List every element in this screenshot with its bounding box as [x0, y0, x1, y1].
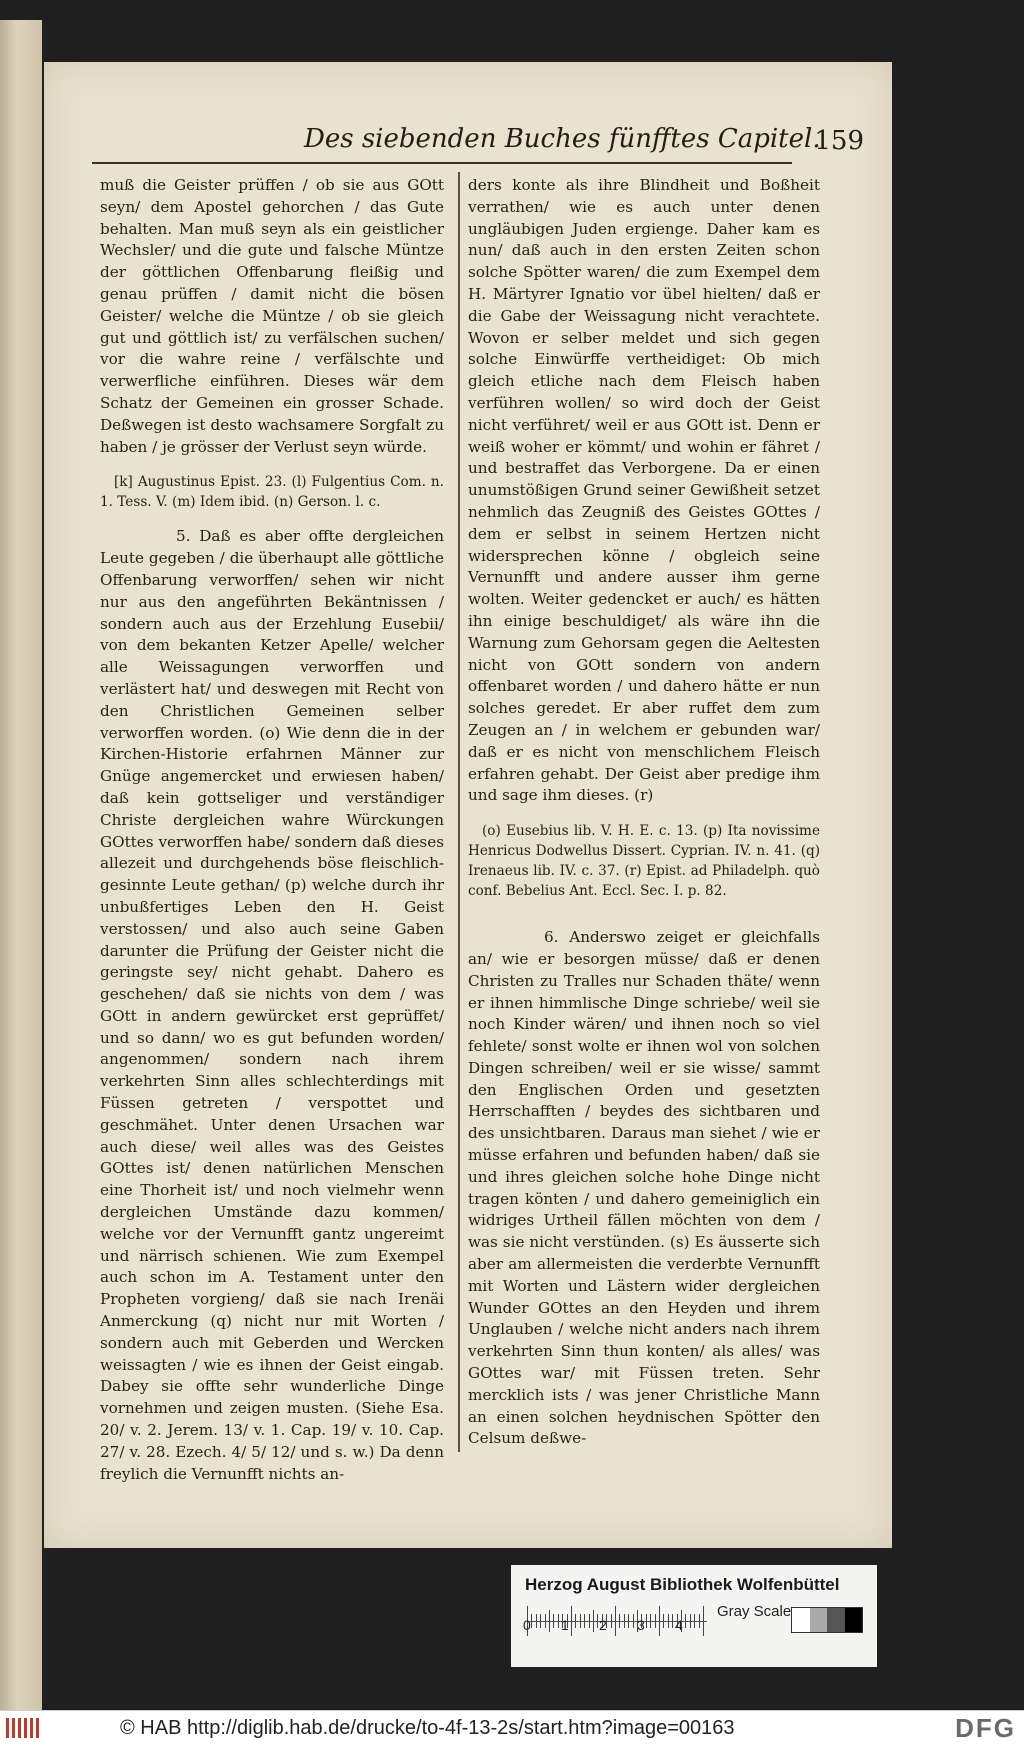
scale-number-3: 3 [637, 1617, 645, 1633]
ruler-tick [690, 1614, 691, 1628]
scale-number-4: 4 [675, 1617, 683, 1633]
scale-number-1: 1 [561, 1617, 569, 1633]
ruler-tick [531, 1614, 532, 1628]
right-footnotes: (o) Eusebius lib. V. H. E. c. 13. (p) Ita novissime Henricus Dodwellus Dissert. Cyprian. IV. n. 41. (q) Irenaeus lib. IV. c. 37. (r) Epist. ad Philadelph. quò conf. Bebelius Ant. Eccl. Sec. I. p. 82. [468, 823, 820, 900]
ruler-tick [694, 1614, 695, 1628]
ruler-tick [553, 1614, 554, 1628]
left-paragraph-2: 5. Daß es aber offte dergleichen Leute gegeben / die überhaupt alle göttliche Offenbarung verworffen/ sehen wir nicht nur aus den angeführten Bekäntnissen / sondern auch aus der Erzehlung Eusebii/ von dem bekanten Ketzer Apelle/ welcher alle Weissagungen verworffen und verlästert hat/ und deswegen mit Recht von den Christlichen Gemeinen selber verworffen worden. (o) Wie denn die in der Kirchen-Historie erfahrnen Männer zur Gnüge angemercket und erwiesen haben/ daß kein gottseliger und verständiger Christe dergleichen wahre Würckungen GOttes verworffen habe/ sondern daß dieses allezeit und durchgehends böse fleischlich-gesinnte Leute gethan/ (p) welche durch ihr unbußfertiges Leben den H. Geist verstossen/ und also auch seine Gaben darunter die Prüfung der Geister nicht die geringste sey/ nicht gehabt. Dahero es geschehen/ daß sie nichts von dem / was GOtt in andern gewürcket erst geprüffet/ und so dann/ wo es gut befunden worden/ angenommen/ sondern nach ihrem verkehrten Sinn alles schlechterdings mit Füssen getreten / verspottet und geschmähet. Unter denen Ursachen war auch diese/ weil alles was des Geistes GOttes ist/ denen natürlichen Menschen eine Thorheit ist/ und noch vielmehr wenn dergleichen Umstände dazu kommen/ welche vor der Vernunfft gantz ungereimt und närrisch schienen. Wie zum Exempel auch schon im A. Testament unter den Propheten vorgieng/ daß sie nach Irenäi Anmerckung (q) nicht nur mit Worten / sondern auch mit Geberden und Wercken weissagten / wie es ihnen der Geist eingab. Dabey sie offte sehr wunderliche Dinge vornehmen und zeigen musten. (Siehe Esa. 20/ v. 2. Jerem. 13/ v. 1. Cap. 19/ v. 10. Cap. 27/ v. 28. Ezech. 4/ 5/ 12/ und s. w.) Da denn freylich die Vernunfft nichts an- [100, 527, 444, 1483]
ruler-tick [615, 1606, 616, 1636]
ruler-tick [672, 1614, 673, 1628]
right-paragraph-1: ders konte als ihre Blindheit und Boßheit verrathen/ wie es auch unter denen ungläubigen Juden ergienge. Daher kam es nun/ daß auch in den ersten Zeiten schon solche Spötter waren/ die zum Exempel dem H. Märtyrer Ignatio vor übel hielten/ daß er die Gabe der Weissagung nicht verachtete. Wovon er selber meldet und sich gegen solche Einwürffe vertheidiget: Ob mich gleich etliche nach dem Fleisch haben verführen wollen/ so wird doch der Geist nicht verführet/ weil er aus GOtt ist. Denn er weiß woher er kömmt/ und wohin er fähret / und bestraffet das Verborgene. Da er einen unumstößigen Grund seiner Gewißheit setzet nehmlich das Zeugniß des Geistes GOttes / dem er selbst in seinem Hertzen nicht widersprechen könne / obgleich seine Vernunfft und andere ausser ihm gerne wolten. Weiter gedencket er auch/ es hätten ihn einige beschuldiget/ als wäre ihn die Warnung zum Gehorsam gegen die Aeltesten nicht von GOtt sondern von andern offenbaret worden / und dahero hätte er nun solches geredet. Er aber ruffet dem zum Zeugen an / in welchem er gebunden war/ daß er es nicht von menschlichem Fleisch erfahren gehabt. Der Geist aber predige ihm und sage ihm dieses. (r) [468, 176, 820, 805]
library-name: Herzog August Bibliothek Wolfenbüttel [525, 1575, 840, 1594]
left-footnotes: [k] Augustinus Epist. 23. (l) Fulgentius Com. n. 1. Tess. V. (m) Idem ibid. (n) Gerson. l. c. [100, 474, 444, 511]
ruler-tick [584, 1614, 585, 1628]
scale-number-2: 2 [599, 1617, 607, 1633]
footer-bar [0, 1710, 1024, 1745]
ruler-tick [633, 1614, 634, 1628]
ruler-tick [619, 1614, 620, 1628]
gray-swatch-white [792, 1608, 810, 1632]
ruler-tick [628, 1614, 629, 1628]
ruler-tick [549, 1610, 550, 1632]
ruler-tick [703, 1606, 704, 1636]
ruler-tick [624, 1614, 625, 1628]
ruler-tick [663, 1614, 664, 1628]
ruler-tick [536, 1614, 537, 1628]
library-color-target [511, 1565, 877, 1667]
left-column [100, 175, 444, 1485]
book-page [44, 62, 892, 1548]
column-divider [458, 172, 460, 1452]
page-number: 159 [814, 126, 864, 156]
gray-swatch-black [845, 1608, 863, 1632]
dfg-logo: DFG [955, 1713, 1016, 1743]
gray-swatch-light [810, 1608, 828, 1632]
ruler-tick [575, 1614, 576, 1628]
running-header [114, 122, 864, 176]
ruler-tick [593, 1610, 594, 1632]
ruler-tick [655, 1614, 656, 1628]
running-title: Des siebenden Buches fünfftes Capitel. [304, 124, 821, 154]
ruler-tick [685, 1614, 686, 1628]
ruler-tick [580, 1614, 581, 1628]
paragraph-gap [468, 915, 820, 927]
ruler-tick [646, 1614, 647, 1628]
grayscale-bar [791, 1607, 863, 1633]
ruler-tick [540, 1614, 541, 1628]
ruler-tick [611, 1614, 612, 1628]
ruler-tick [668, 1614, 669, 1628]
ruler-tick [571, 1606, 572, 1636]
ruler-tick [659, 1606, 660, 1636]
gray-swatch-dark [827, 1608, 845, 1632]
left-paragraph-1: muß die Geister prüffen / ob sie aus GOtt seyn/ dem Apostel gehorchen / das Gute behalten. Man muß seyn als ein geistlicher Wechsler/ und die gute und falsche Müntze der göttlichen Offenbarung fleißig und genau prüffen / damit nicht die bösen Geister/ welche die Müntze / ob sie gleich gut und göttlich ist/ zu verfälschen suchen/ vor die wahre reine / verfälschte und verwerfliche einführen. Dieses wär dem Schatz der Gemeinen ein grosser Schade. Deßwegen ist desto wachsamere Sorgfalt zu haben / je grösser der Verlust seyn würde. [100, 176, 444, 456]
header-rule [92, 162, 792, 164]
ruler-tick [545, 1614, 546, 1628]
ruler-tick [699, 1614, 700, 1628]
right-paragraph-2: 6. Anderswo zeiget er gleichfalls an/ wie er besorgen müsse/ daß er denen Christen zu Tralles nur Schaden thäte/ wenn er ihnen himmlische Dinge schriebe/ weil sie noch Kinder wären/ und ihnen noch so viel fehlete/ sonst wolte er ihnen wol von solchen Dingen schreiben/ weil er sie wisse/ sammt den Englischen Orden und gesetzten Herrschafften / beydes des sichtbaren und des unsichtbaren. Daraus man siehet / wie er müsse erfahren und befunden haben/ daß sie und ihres gleichen solche hohe Dinge nicht tragen könten / und dahero gemeiniglich ein widriges Urtheil fällen möchten von dem / was sie nicht verstünden. (s) Es äusserte sich aber am allermeisten die verderbte Vernunfft mit Worten und Lästern wider dergleichen Wunder GOttes an den Heyden und ihrem Unglauben / welche nicht anders nach ihrem verkehrten Sinn thun konten/ als alles/ was GOttes war/ mit Füssen treten. Sehr mercklich ists / was jener Christliche Mann an einen solchen heydnischen Spötter den Celsum deßwe- [468, 928, 820, 1448]
scale-number-0: 0 [523, 1617, 531, 1633]
ruler-tick [589, 1614, 590, 1628]
grayscale-label: Gray Scale [717, 1603, 792, 1620]
right-column [468, 175, 820, 1450]
previous-page-edge [0, 20, 42, 1710]
ruler-tick [558, 1614, 559, 1628]
copyright-link[interactable]: © HAB http://diglib.hab.de/drucke/to-4f-13-2s/start.htm?image=00163 [120, 1717, 735, 1739]
ruler-tick [650, 1614, 651, 1628]
hab-logo-icon [4, 1715, 46, 1741]
